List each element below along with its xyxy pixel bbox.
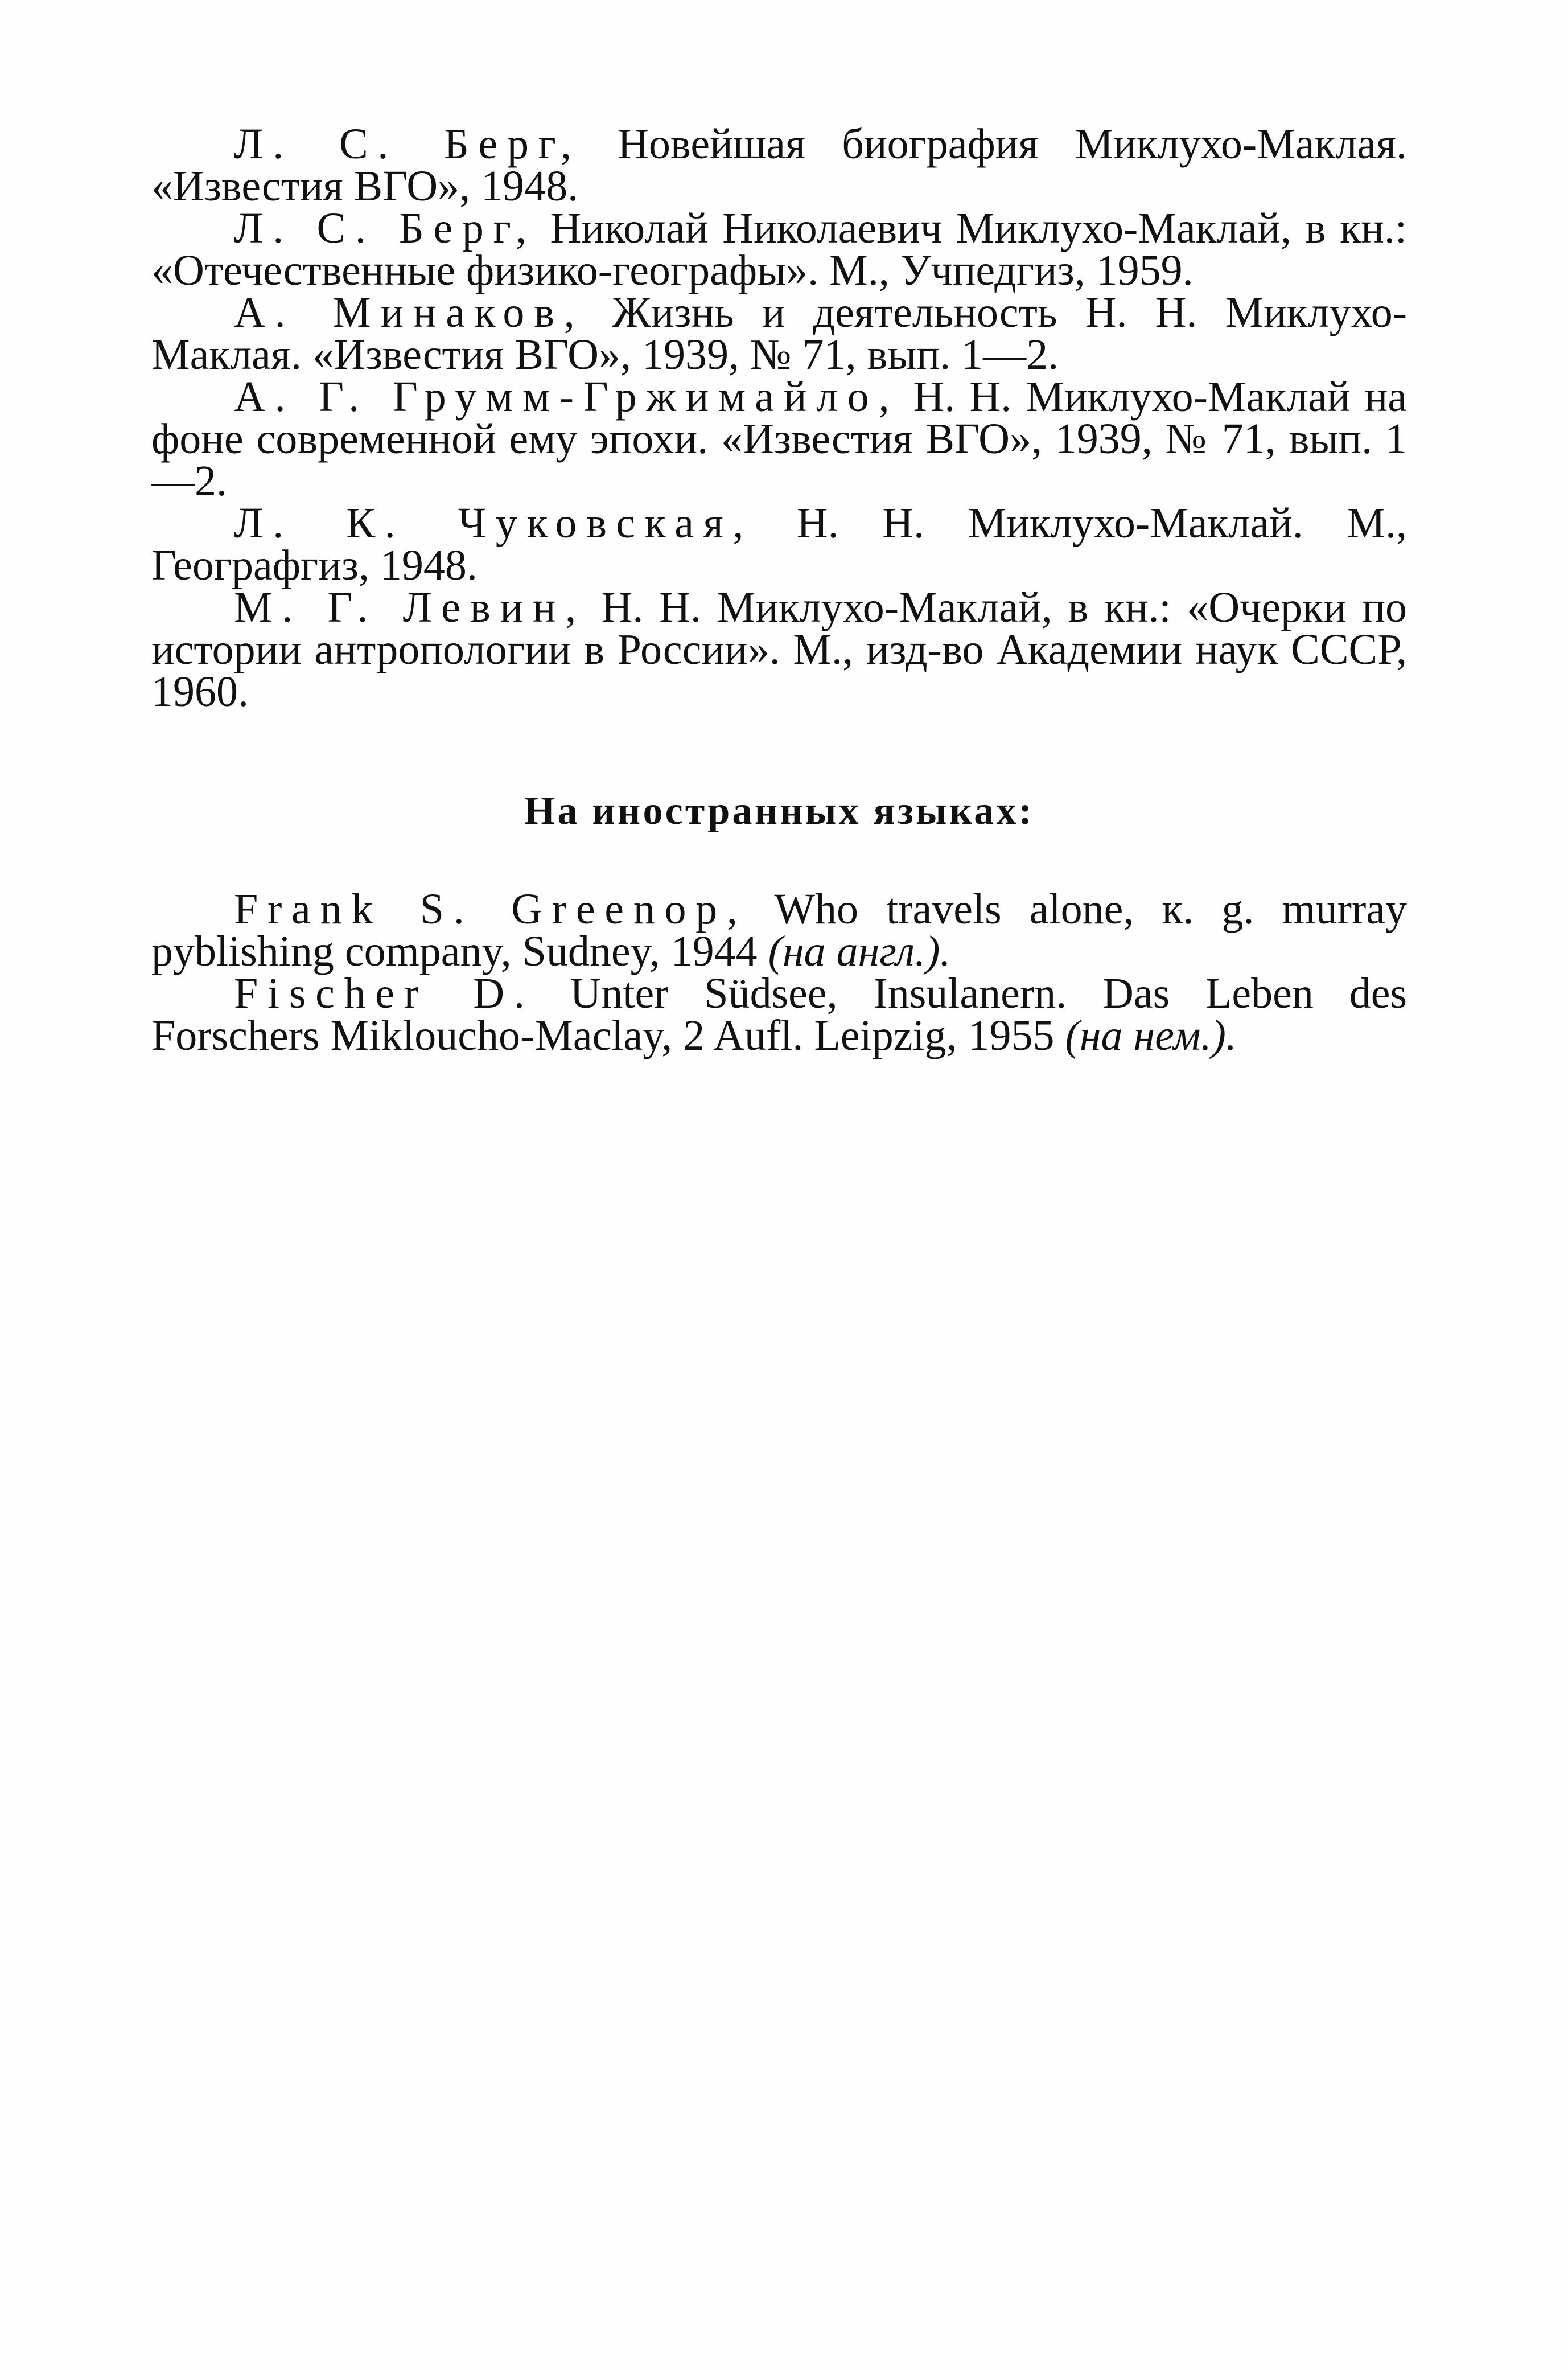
- bibliography-entry: [151, 289, 1408, 379]
- entry-author: Л. К. Чуковская,: [234, 499, 754, 547]
- entry-author: А. Минаков,: [234, 289, 585, 336]
- entry-text: Жизнь и деятельность Н. Н. Миклухо-Маклая. «Известия ВГО», 1939, № 71, вып. 1—2.: [151, 289, 1408, 379]
- entry-author: Frank S. Greenop,: [234, 885, 747, 933]
- bibliography-entry: [151, 204, 1407, 294]
- entry-author: А. Г. Грумм-Гржимайло,: [234, 373, 899, 421]
- bibliography-entry: [151, 885, 1407, 975]
- entry-author: Л. С. Берг,: [234, 120, 581, 168]
- language-note: (на англ.).: [768, 927, 951, 975]
- bibliography-entry: [151, 373, 1408, 505]
- entry-author: Fischer D.: [234, 970, 534, 1017]
- section-heading: На иностранных языках:: [524, 789, 1035, 833]
- bibliography-entry: [151, 120, 1407, 210]
- entry-text: Новейшая биография Миклухо-Маклая. «Известия ВГО», 1948.: [151, 120, 1407, 210]
- bibliography-entry: [151, 499, 1407, 589]
- entry-author: Л. С. Берг,: [234, 204, 536, 252]
- entry-text: Н. Н. Миклухо-Маклай. М., Географгиз, 1948.: [151, 499, 1407, 589]
- entry-text: Николай Николаевич Миклухо-Маклай, в кн.: «Отечественные физико-географы». М., Учпедгиз, 1959.: [151, 204, 1407, 294]
- entry-text: Н. Н. Миклухо-Маклай, в кн.: «Очерки по истории антропологии в России». М., изд-во Академии наук СССР, 1960.: [151, 584, 1407, 716]
- bibliography-entry: [151, 972, 1407, 1057]
- bibliography-entry: [151, 584, 1407, 716]
- entry-author: М. Г. Левин,: [234, 584, 586, 631]
- entry-text: Who travels alone, к. g. murray pyblishing company, Sudney, 1944: [151, 885, 1407, 975]
- entry-text: Н. Н. Миклухо-Маклай на фоне современной ему эпохи. «Известия ВГО», 1939, № 71, вып. 1—2.: [151, 373, 1408, 505]
- entry-text: Unter Südsee, Insulanern. Das Leben des Forschers Mikloucho-Maclay, 2 Aufl. Leipzig, 1955: [151, 970, 1408, 1059]
- language-note: (на нем.).: [1065, 1012, 1237, 1059]
- bibliography-text: [151, 120, 1408, 1059]
